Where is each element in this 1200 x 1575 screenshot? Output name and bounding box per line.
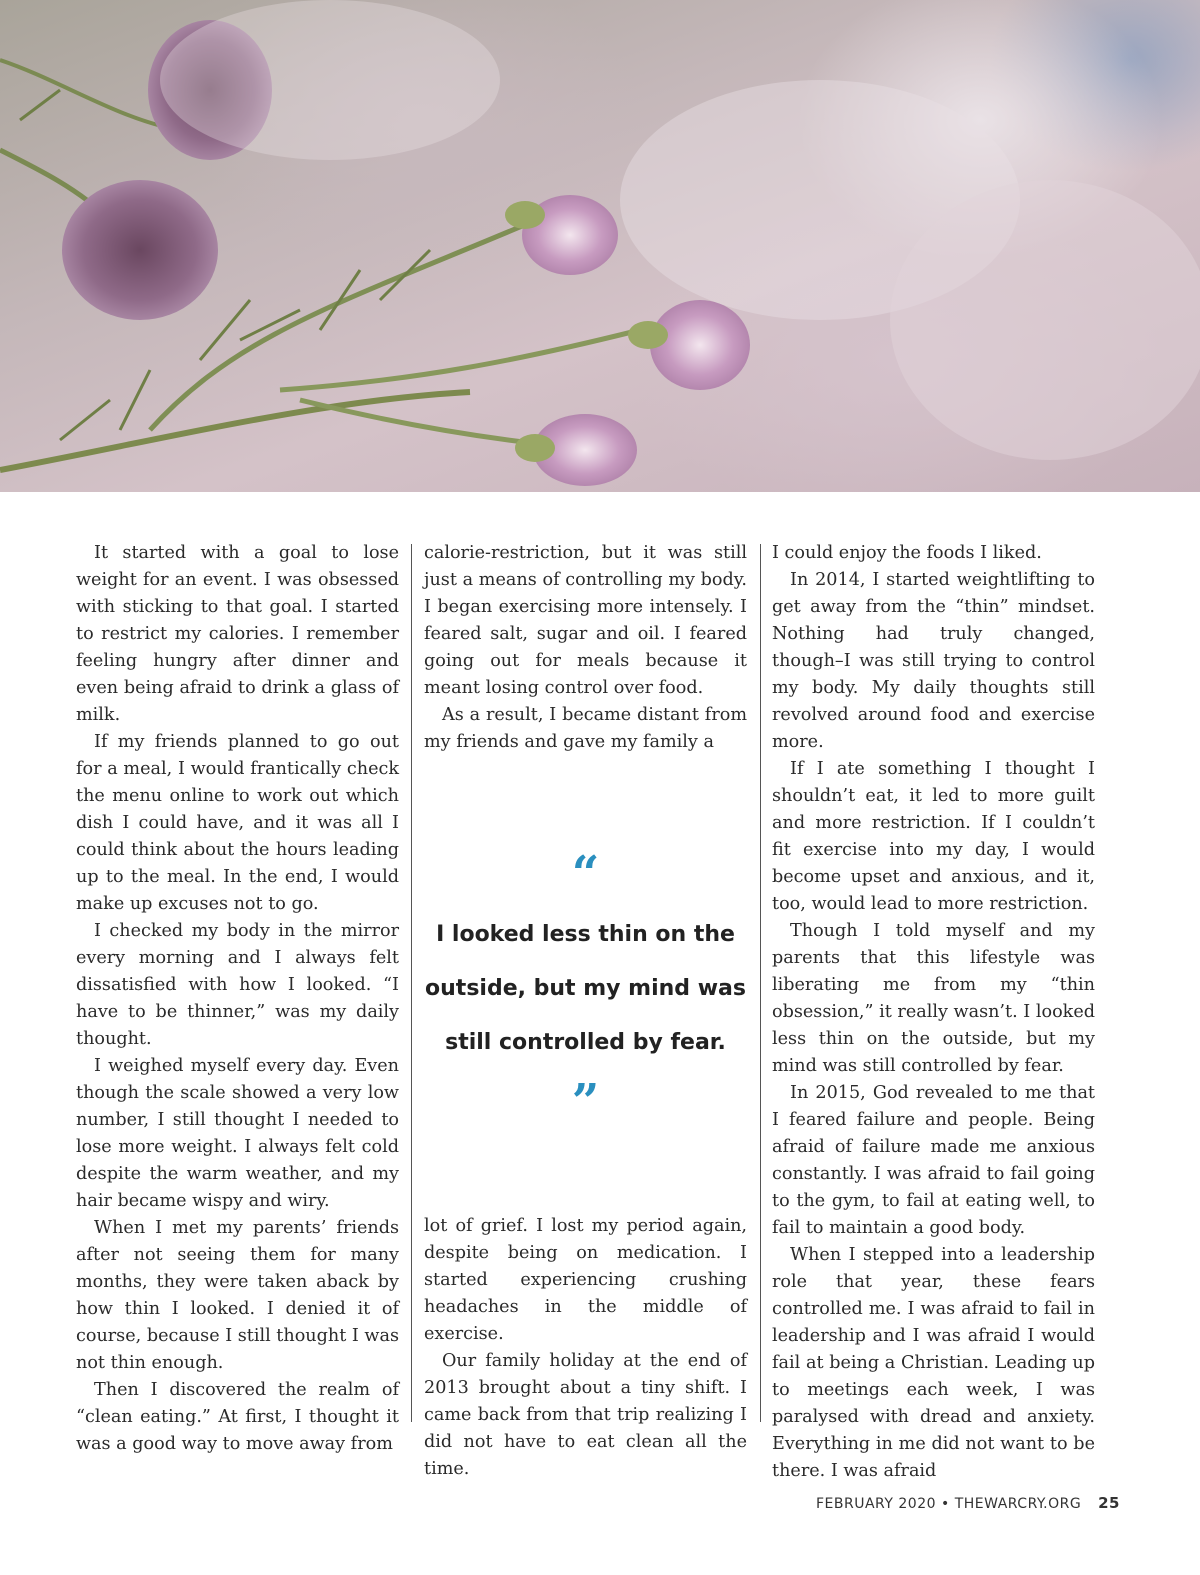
article-column-2-top <box>424 540 747 756</box>
paragraph: Our family holiday at the end of 2013 brought about a tiny shift. I came back from that trip realizing I did not have to eat clean all the time. <box>424 1351 747 1479</box>
page-number: 25 <box>1098 1494 1120 1512</box>
column-divider <box>411 544 412 1422</box>
close-quote-icon: ” <box>571 1074 600 1130</box>
page-footer <box>816 1494 1120 1512</box>
column-divider <box>760 544 761 1422</box>
paragraph: In 2015, God revealed to me that I feared failure and people. Being afraid of failure made me anxious constantly. I was afraid to fail going to the gym, to fail at eating well, to fail to maintain a good body. <box>772 1083 1095 1238</box>
pull-quote-text: I looked less thin on the outside, but my mind was still controlled by fear. <box>425 922 746 1055</box>
paragraph: calorie-restriction, but it was still just a means of controlling my body. I began exercising more intensely. I feared salt, sugar and oil. I feared going out for meals because it meant losing control over food. <box>424 543 747 698</box>
article-column-3 <box>772 540 1095 1485</box>
paragraph: If I ate something I thought I shouldn’t eat, it led to more guilt and more restriction. If I couldn’t fit exercise into my day, I would become upset and anxious, and it, too, would lead to more restriction. <box>772 759 1095 914</box>
website-label: THEWARCRY.ORG <box>954 1496 1082 1512</box>
article-column-1 <box>76 540 399 1458</box>
pull-quote <box>424 846 747 1130</box>
article-column-2-bottom <box>424 1213 747 1483</box>
flowers-illustration <box>0 0 1200 492</box>
paragraph: When I met my parents’ friends after not seeing them for many months, they were taken aback by how thin I looked. I denied it of course, because I still thought I was not thin enough. <box>76 1218 400 1373</box>
paragraph: In 2014, I started weightlifting to get away from the “thin” mindset. Nothing had truly changed, though–I was still trying to control my body. My daily thoughts still revolved around food and exercise more. <box>772 570 1095 752</box>
paragraph: I checked my body in the mirror every morning and I always felt dissatisfied with how I looked. “I have to be thinner,” was my daily thought. <box>76 921 399 1049</box>
paragraph: I could enjoy the foods I liked. <box>772 543 1042 563</box>
paragraph: Then I discovered the realm of “clean eating.” At first, I thought it was a good way to move away from <box>76 1380 399 1454</box>
hero-photo-flowers <box>0 0 1200 492</box>
issue-date: FEBRUARY 2020 <box>815 1496 937 1512</box>
paragraph: Though I told myself and my parents that this lifestyle was liberating me from my “thin obsession,” it really wasn’t. I looked less thin on the outside, but my mind was still controlled by fear. <box>772 921 1095 1076</box>
paragraph: I weighed myself every day. Even though the scale showed a very low number, I still thought I needed to lose more weight. I always felt cold despite the warm weather, and my hair became wispy and wiry. <box>76 1056 399 1211</box>
open-quote-icon: “ <box>571 846 600 902</box>
paragraph: lot of grief. I lost my period again, despite being on medication. I started experiencing crushing headaches in the middle of exercise. <box>424 1216 747 1344</box>
paragraph: It started with a goal to lose weight for an event. I was obsessed with sticking to that goal. I started to restrict my calories. I remember feeling hungry after dinner and even being afraid to drink a glass of milk. <box>76 543 399 725</box>
paragraph: As a result, I became distant from my friends and gave my family a <box>424 705 747 752</box>
paragraph: If my friends planned to go out for a meal, I would frantically check the menu online to work out which dish I could have, and it was all I could think about the hours leading up to the meal. In the end, I would make up excuses not to go. <box>76 732 399 914</box>
paragraph: When I stepped into a leadership role that year, these fears controlled me. I was afraid to fail in leadership and I was afraid I would fail at being a Christian. Leading up to meetings each week, I was paralysed with dread and anxiety. Everything in me did not want to be there. I was afraid <box>772 1245 1095 1481</box>
footer-separator: • <box>940 1496 950 1512</box>
